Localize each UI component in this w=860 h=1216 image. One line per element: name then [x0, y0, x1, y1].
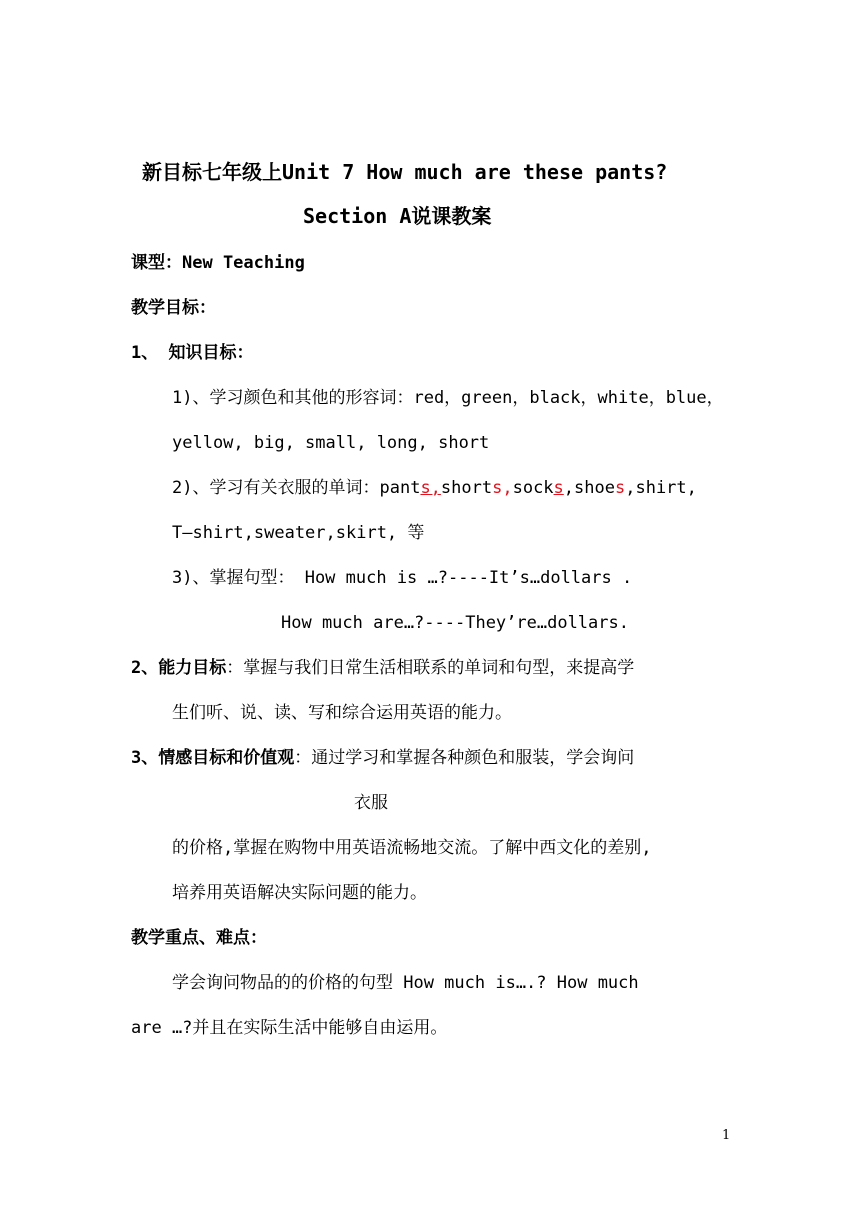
- knowledge-heading: 1、 知识目标：: [131, 343, 254, 363]
- word-shoes: ,shoe: [563, 478, 615, 498]
- plural-suffix-shorts: s,: [492, 478, 513, 498]
- title-line-1: 新目标七年级上Unit 7 How much are these pants?: [142, 160, 668, 184]
- knowledge-item-1-line-1: 1)、学习颜色和其他的形容词：red，green，black，white，blue，: [172, 388, 724, 408]
- emotion-line-1: [131, 746, 634, 770]
- objectives-heading: 教学目标：: [131, 298, 216, 318]
- knowledge-item-2-line-1: [172, 476, 697, 500]
- knowledge-item-3-line-2: How much are…?----They’re…dollars.: [281, 613, 629, 633]
- emotion-line-4: 培养用英语解决实际问题的能力。: [172, 883, 427, 903]
- emotion-text: ：通过学习和掌握各种颜色和服装，学会询问: [294, 748, 635, 768]
- item-2-prefix: 2)、学习有关衣服的单词：: [172, 478, 380, 498]
- knowledge-item-1-line-2: yellow, big, small, long, short: [172, 433, 490, 453]
- plural-suffix-pants: s,: [420, 478, 441, 498]
- knowledge-item-3-line-1: 3)、掌握句型： How much is …?----It’s…dollars .: [172, 568, 633, 588]
- lesson-type-value: New Teaching: [182, 253, 305, 273]
- key-points-line-1: 学会询问物品的的价格的句型 How much is….? How much: [172, 973, 639, 993]
- ability-text: ：掌握与我们日常生活相联系的单词和句型，来提高学: [226, 658, 635, 678]
- emotion-heading: 3、情感目标和价值观: [131, 748, 295, 768]
- plural-suffix-shoes: s: [614, 478, 626, 498]
- plural-suffix-socks: s: [553, 478, 564, 498]
- title-line-2: Section A说课教案: [303, 204, 492, 228]
- key-points-line-2: are …?并且在实际生活中能够自由运用。: [131, 1018, 448, 1038]
- lesson-type: [131, 251, 305, 275]
- ability-line-1: [131, 656, 634, 680]
- lesson-type-label: 课型：: [131, 253, 182, 273]
- word-socks: sock: [512, 478, 554, 498]
- ability-heading: 2、能力目标: [131, 658, 227, 678]
- emotion-line-3: 的价格,掌握在购物中用英语流畅地交流。了解中西文化的差别,: [172, 838, 652, 858]
- ability-line-2: 生们听、说、读、写和综合运用英语的能力。: [172, 703, 512, 723]
- page-number: 1: [722, 1128, 731, 1143]
- knowledge-item-2-line-2: T—shirt,sweater,skirt, 等: [172, 523, 425, 543]
- emotion-line-2: 衣服: [354, 793, 388, 813]
- word-pants: pant: [379, 478, 421, 498]
- item-2-rest: ,shirt,: [625, 478, 697, 498]
- key-points-heading: 教学重点、难点：: [131, 928, 267, 948]
- word-shorts: short: [440, 478, 493, 498]
